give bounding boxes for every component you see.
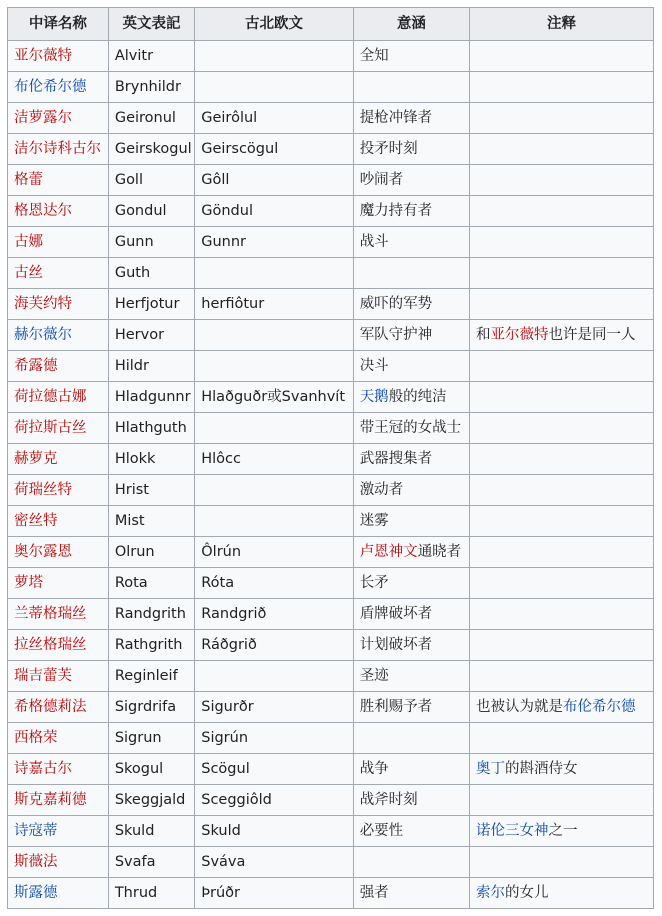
chinese-name-cell: [8, 878, 109, 909]
old-norse-cell: [195, 258, 353, 289]
old-norse-cell: Gunnr: [195, 227, 353, 258]
old-norse-cell: Sváva: [195, 847, 353, 878]
english-name-cell: Hladgunnr: [108, 382, 194, 413]
meaning-text: 带王冠的女战士: [359, 420, 462, 436]
meaning-cell: [353, 258, 469, 289]
meaning-link[interactable]: 天鹅: [359, 389, 389, 405]
meaning-cell: [353, 320, 469, 351]
chinese-name-link[interactable]: 赫萝克: [14, 451, 58, 467]
english-name-cell: Mist: [108, 506, 194, 537]
chinese-name-cell: [8, 661, 109, 692]
note-cell: [470, 41, 654, 72]
chinese-name-cell: [8, 165, 109, 196]
old-norse-cell: Skuld: [195, 816, 353, 847]
meaning-cell: [353, 630, 469, 661]
table-row: [8, 196, 654, 227]
old-norse-cell: Sigurðr: [195, 692, 353, 723]
chinese-name-link[interactable]: 西格荣: [14, 730, 58, 746]
chinese-name-link[interactable]: 奥尔露恩: [14, 544, 72, 560]
old-norse-cell: [195, 506, 353, 537]
table-row: [8, 568, 654, 599]
meaning-cell: [353, 413, 469, 444]
note-cell: [470, 723, 654, 754]
english-name-cell: Rota: [108, 568, 194, 599]
chinese-name-link[interactable]: 格恩达尔: [14, 203, 72, 219]
table-row: [8, 723, 654, 754]
meaning-text: 计划破坏者: [359, 637, 433, 653]
chinese-name-link[interactable]: 荷瑞丝特: [14, 482, 72, 498]
chinese-name-link[interactable]: 斯克嘉莉德: [14, 792, 87, 808]
meaning-cell: [353, 103, 469, 134]
meaning-cell: [353, 41, 469, 72]
note-link[interactable]: 布伦希尔德: [563, 699, 636, 715]
chinese-name-link[interactable]: 洁尔诗科古尔: [14, 141, 101, 157]
note-text: 的女儿: [505, 885, 549, 901]
chinese-name-link[interactable]: 布伦希尔德: [14, 79, 87, 95]
chinese-name-cell: [8, 103, 109, 134]
note-cell: [470, 506, 654, 537]
table-row: [8, 103, 654, 134]
table-row: [8, 785, 654, 816]
table-row: [8, 661, 654, 692]
valkyrie-names-table: [7, 7, 654, 909]
english-name-cell: Guth: [108, 258, 194, 289]
english-name-cell: Herfjotur: [108, 289, 194, 320]
meaning-text: 全知: [359, 48, 389, 64]
chinese-name-cell: [8, 723, 109, 754]
meaning-text: 般的纯洁: [388, 389, 447, 405]
meaning-cell: [353, 723, 469, 754]
english-name-cell: Hlathguth: [108, 413, 194, 444]
chinese-name-cell: [8, 506, 109, 537]
chinese-name-cell: [8, 537, 109, 568]
table-row: [8, 537, 654, 568]
old-norse-cell: Ráðgrið: [195, 630, 353, 661]
old-norse-cell: Hlôcc: [195, 444, 353, 475]
meaning-text: 必要性: [359, 823, 404, 839]
meaning-cell: [353, 754, 469, 785]
meaning-text: 盾牌破坏者: [359, 606, 433, 622]
english-name-cell: Hrist: [108, 475, 194, 506]
chinese-name-link[interactable]: 诗寇蒂: [14, 823, 58, 839]
old-norse-cell: Geirscögul: [195, 134, 353, 165]
meaning-cell: [353, 878, 469, 909]
note-cell: [470, 444, 654, 475]
note-link[interactable]: 奥丁: [476, 761, 506, 777]
english-name-cell: Randgrith: [108, 599, 194, 630]
meaning-text: 武器搜集者: [359, 451, 433, 467]
chinese-name-link[interactable]: 格蕾: [14, 172, 43, 188]
old-norse-cell: Sceggiôld: [195, 785, 353, 816]
table-row: [8, 506, 654, 537]
english-name-cell: Reginleif: [108, 661, 194, 692]
chinese-name-link[interactable]: 瑞吉蕾芙: [14, 668, 72, 684]
table-row: [8, 134, 654, 165]
chinese-name-cell: [8, 41, 109, 72]
english-name-cell: Skuld: [108, 816, 194, 847]
chinese-name-cell: [8, 816, 109, 847]
note-cell: [470, 661, 654, 692]
meaning-text: 长矛: [359, 575, 389, 591]
english-name-cell: Olrun: [108, 537, 194, 568]
note-cell: [470, 382, 654, 413]
meaning-text: 战争: [359, 761, 389, 777]
note-cell: [470, 475, 654, 506]
meaning-text: 魔力持有者: [359, 203, 433, 219]
table-row: [8, 878, 654, 909]
chinese-name-cell: [8, 72, 109, 103]
table-row: [8, 475, 654, 506]
meaning-text: 吵闹者: [359, 172, 404, 188]
table-row: [8, 630, 654, 661]
english-name-cell: Sigrdrifa: [108, 692, 194, 723]
english-name-cell: Hervor: [108, 320, 194, 351]
note-link[interactable]: 亚尔薇特: [490, 327, 549, 343]
meaning-text: 强者: [359, 885, 389, 901]
note-cell: [470, 103, 654, 134]
chinese-name-link[interactable]: 希露德: [14, 358, 58, 374]
note-text: 的斟酒侍女: [505, 761, 578, 777]
old-norse-cell: Þrúðr: [195, 878, 353, 909]
chinese-name-cell: [8, 320, 109, 351]
meaning-text: 战斗: [359, 234, 389, 250]
meaning-text: 决斗: [359, 358, 389, 374]
english-name-cell: Geironul: [108, 103, 194, 134]
english-name-cell: Goll: [108, 165, 194, 196]
table-row: [8, 599, 654, 630]
chinese-name-link[interactable]: 斯薇法: [14, 854, 58, 870]
meaning-cell: [353, 382, 469, 413]
meaning-text: 投矛时刻: [359, 141, 418, 157]
meaning-text: 提枪冲锋者: [359, 110, 433, 126]
english-name-cell: Gondul: [108, 196, 194, 227]
meaning-cell: [353, 444, 469, 475]
meaning-text: 胜利赐予者: [359, 699, 433, 715]
meaning-cell: [353, 196, 469, 227]
meaning-text: 迷雾: [359, 513, 389, 529]
table-row: [8, 72, 654, 103]
meaning-text: 战斧时刻: [359, 792, 418, 808]
note-cell: [470, 568, 654, 599]
meaning-cell: [353, 661, 469, 692]
meaning-cell: [353, 692, 469, 723]
chinese-name-cell: [8, 568, 109, 599]
chinese-name-cell: [8, 134, 109, 165]
old-norse-cell: Sigrún: [195, 723, 353, 754]
old-norse-cell: [195, 475, 353, 506]
meaning-cell: [353, 599, 469, 630]
chinese-name-link[interactable]: 希格德莉法: [14, 699, 87, 715]
meaning-text: 激动者: [359, 482, 404, 498]
meaning-cell: [353, 289, 469, 320]
note-cell: [470, 878, 654, 909]
note-link[interactable]: 索尔: [476, 885, 506, 901]
chinese-name-cell: [8, 692, 109, 723]
chinese-name-link[interactable]: 海芙约特: [14, 296, 72, 312]
note-text: 也许是同一人: [548, 327, 636, 343]
chinese-name-cell: [8, 382, 109, 413]
table-body: [8, 41, 654, 909]
old-norse-cell: [195, 351, 353, 382]
note-cell: [470, 692, 654, 723]
meaning-cell: [353, 785, 469, 816]
meaning-cell: [353, 72, 469, 103]
old-norse-cell: Gôll: [195, 165, 353, 196]
table-row: [8, 413, 654, 444]
meaning-cell: [353, 537, 469, 568]
table-row: [8, 351, 654, 382]
note-cell: [470, 72, 654, 103]
meaning-cell: [353, 568, 469, 599]
meaning-cell: [353, 134, 469, 165]
table-row: [8, 289, 654, 320]
meaning-text: 威吓的军势: [359, 296, 433, 312]
note-text: 也被认为就是: [476, 699, 564, 715]
chinese-name-link[interactable]: 斯露德: [14, 885, 58, 901]
table-row: [8, 847, 654, 878]
table-row: [8, 41, 654, 72]
chinese-name-cell: [8, 227, 109, 258]
chinese-name-link[interactable]: 赫尔薇尔: [14, 327, 72, 343]
meaning-text: 通晓者: [417, 544, 462, 560]
old-norse-cell: Scögul: [195, 754, 353, 785]
old-norse-cell: Hlaðguðr或Svanhvít: [195, 382, 353, 413]
note-cell: [470, 785, 654, 816]
chinese-name-link[interactable]: 古丝: [14, 265, 43, 281]
english-name-cell: Brynhildr: [108, 72, 194, 103]
old-norse-cell: [195, 320, 353, 351]
english-name-cell: Alvitr: [108, 41, 194, 72]
meaning-cell: [353, 847, 469, 878]
chinese-name-cell: [8, 413, 109, 444]
old-norse-cell: [195, 41, 353, 72]
meaning-cell: [353, 165, 469, 196]
note-cell: [470, 320, 654, 351]
table-row: [8, 227, 654, 258]
chinese-name-link[interactable]: 古娜: [14, 234, 43, 250]
chinese-name-cell: [8, 754, 109, 785]
column-header-english-name[interactable]: 英文表記: [108, 8, 194, 41]
table-row: [8, 165, 654, 196]
chinese-name-link[interactable]: 亚尔薇特: [14, 48, 72, 64]
english-name-cell: Thrud: [108, 878, 194, 909]
chinese-name-cell: [8, 599, 109, 630]
chinese-name-cell: [8, 289, 109, 320]
english-name-cell: Skogul: [108, 754, 194, 785]
note-cell: [470, 134, 654, 165]
old-norse-cell: Göndul: [195, 196, 353, 227]
meaning-cell: [353, 475, 469, 506]
meaning-cell: [353, 351, 469, 382]
table-row: [8, 692, 654, 723]
column-header-chinese-name[interactable]: 中译名称: [8, 8, 109, 41]
chinese-name-cell: [8, 258, 109, 289]
meaning-link[interactable]: 卢恩神文: [359, 544, 418, 560]
chinese-name-link[interactable]: 兰蒂格瑞丝: [14, 606, 87, 622]
old-norse-cell: Róta: [195, 568, 353, 599]
note-cell: [470, 351, 654, 382]
old-norse-cell: Geirôlul: [195, 103, 353, 134]
table-row: [8, 258, 654, 289]
chinese-name-link[interactable]: 密丝特: [14, 513, 58, 529]
meaning-cell: [353, 506, 469, 537]
english-name-cell: Rathgrith: [108, 630, 194, 661]
table-row: [8, 444, 654, 475]
chinese-name-cell: [8, 351, 109, 382]
chinese-name-link[interactable]: 拉丝格瑞丝: [14, 637, 87, 653]
chinese-name-cell: [8, 785, 109, 816]
english-name-cell: Hildr: [108, 351, 194, 382]
chinese-name-cell: [8, 630, 109, 661]
note-text: 之一: [548, 823, 578, 839]
chinese-name-cell: [8, 444, 109, 475]
english-name-cell: Sigrun: [108, 723, 194, 754]
old-norse-cell: [195, 413, 353, 444]
note-cell: [470, 196, 654, 227]
chinese-name-cell: [8, 475, 109, 506]
old-norse-cell: herfiôtur: [195, 289, 353, 320]
note-cell: [470, 754, 654, 785]
chinese-name-cell: [8, 847, 109, 878]
note-cell: [470, 289, 654, 320]
english-name-cell: Svafa: [108, 847, 194, 878]
english-name-cell: Geirskogul: [108, 134, 194, 165]
note-cell: [470, 165, 654, 196]
note-cell: [470, 258, 654, 289]
chinese-name-link[interactable]: 荷拉德古娜: [14, 389, 87, 405]
column-header-notes[interactable]: 注释: [470, 8, 654, 41]
chinese-name-link[interactable]: 洁萝露尔: [14, 110, 72, 126]
note-text: 和: [476, 327, 491, 343]
column-header-meaning[interactable]: 意涵: [353, 8, 469, 41]
column-header-old-norse[interactable]: 古北欧文: [195, 8, 353, 41]
chinese-name-link[interactable]: 诗嘉古尔: [14, 761, 72, 777]
table-header-row: [8, 8, 654, 41]
old-norse-cell: [195, 72, 353, 103]
note-cell: [470, 227, 654, 258]
table-row: [8, 754, 654, 785]
note-link[interactable]: 诺伦三女神: [476, 823, 549, 839]
english-name-cell: Gunn: [108, 227, 194, 258]
note-cell: [470, 599, 654, 630]
table-row: [8, 816, 654, 847]
old-norse-cell: Randgrið: [195, 599, 353, 630]
note-cell: [470, 413, 654, 444]
table-row: [8, 382, 654, 413]
table-row: [8, 320, 654, 351]
old-norse-cell: Ôlrún: [195, 537, 353, 568]
chinese-name-link[interactable]: 荷拉斯古丝: [14, 420, 87, 436]
note-cell: [470, 816, 654, 847]
meaning-cell: [353, 816, 469, 847]
english-name-cell: Skeggjald: [108, 785, 194, 816]
note-cell: [470, 847, 654, 878]
old-norse-cell: [195, 661, 353, 692]
english-name-cell: Hlokk: [108, 444, 194, 475]
chinese-name-link[interactable]: 萝塔: [14, 575, 43, 591]
meaning-cell: [353, 227, 469, 258]
meaning-text: 军队守护神: [359, 327, 433, 343]
note-cell: [470, 630, 654, 661]
meaning-text: 圣迹: [359, 668, 389, 684]
note-cell: [470, 537, 654, 568]
chinese-name-cell: [8, 196, 109, 227]
